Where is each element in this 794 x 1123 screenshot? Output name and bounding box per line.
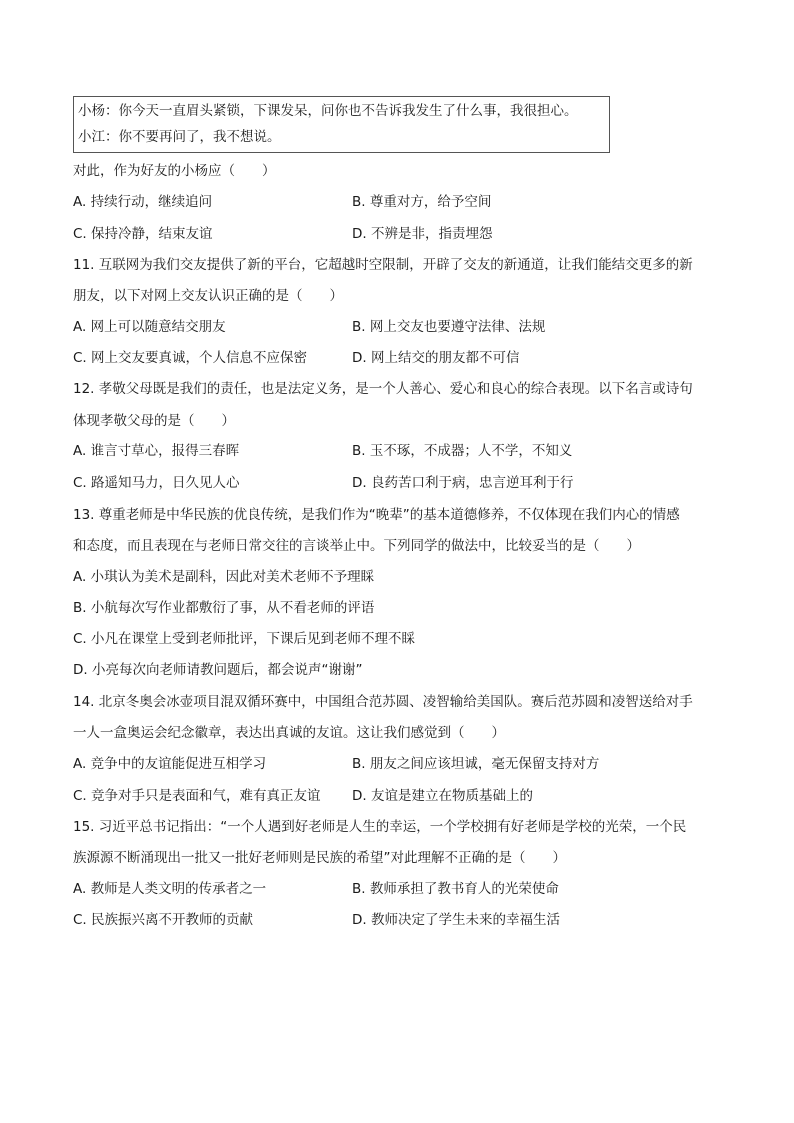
q15-option-d: D. 教师决定了学生未来的幸福生活 — [352, 912, 560, 928]
q12-stem-line2: 体现孝敬父母的是（ ） — [73, 413, 235, 429]
q13-option-b: B. 小航每次写作业都敷衍了事，从不看老师的评语 — [73, 600, 375, 616]
q12-option-c: C. 路遥知马力，日久见人心 — [73, 475, 240, 491]
q11-option-b: B. 网上交友也要遵守法律、法规 — [352, 319, 546, 335]
q14-option-b: B. 朋友之间应该坦诚，毫无保留支持对方 — [352, 756, 600, 772]
q15-stem-line2: 族源源不断涌现出一批又一批好老师则是民族的希望”对此理解不正确的是（ ） — [73, 850, 566, 866]
q10-option-c: C. 保持冷静，结束友谊 — [73, 226, 213, 242]
q11-stem-line2: 朋友，以下对网上交友认识正确的是（ ） — [73, 288, 343, 304]
q13-option-a: A. 小琪认为美术是副科，因此对美术老师不予理睬 — [73, 569, 375, 585]
q10-stem: 对此，作为好友的小杨应（ ） — [73, 163, 276, 179]
q12-option-a: A. 谁言寸草心，报得三春晖 — [73, 443, 240, 459]
q15-stem-line1: 15. 习近平总书记指出：“一个人遇到好老师是人生的幸运，一个学校拥有好老师是学校的光荣，一个民 — [73, 819, 687, 835]
q14-option-c: C. 竞争对手只是表面和气，难有真正友谊 — [73, 788, 321, 804]
q11-option-d: D. 网上结交的朋友都不可信 — [352, 350, 520, 366]
q14-option-d: D. 友谊是建立在物质基础上的 — [352, 788, 533, 804]
q15-option-c: C. 民族振兴离不开教师的贡献 — [73, 912, 254, 928]
q13-option-c: C. 小凡在课堂上受到老师批评，下课后见到老师不理不睬 — [73, 631, 416, 647]
q14-option-a: A. 竞争中的友谊能促进互相学习 — [73, 756, 267, 772]
dialog-box — [73, 96, 610, 153]
q13-stem-line2: 和态度，而且表现在与老师日常交往的言谈举止中。下列同学的做法中，比较妥当的是（ ） — [73, 538, 640, 554]
q13-option-d: D. 小亮每次向老师请教问题后，都会说声“谢谢” — [73, 662, 363, 678]
q11-option-c: C. 网上交友要真诚，个人信息不应保密 — [73, 350, 308, 366]
q14-stem-line1: 14. 北京冬奥会冰壶项目混双循环赛中，中国组合范苏圆、凌智输给美国队。赛后范苏圆和凌智送给对手 — [73, 694, 693, 710]
q10-option-d: D. 不辨是非，指责埋怨 — [352, 226, 493, 242]
q12-option-b: B. 玉不琢，不成器；人不学，不知义 — [352, 443, 573, 459]
q12-option-d: D. 良药苦口利于病，忠言逆耳利于行 — [352, 475, 574, 491]
q14-stem-line2: 一人一盒奥运会纪念徽章，表达出真诚的友谊。这让我们感觉到（ ） — [73, 725, 505, 741]
q15-option-a: A. 教师是人类文明的传承者之一 — [73, 881, 267, 897]
q15-option-b: B. 教师承担了教书育人的光荣使命 — [352, 881, 559, 897]
q10-option-b: B. 尊重对方，给予空间 — [352, 194, 492, 210]
q12-stem-line1: 12. 孝敬父母既是我们的责任，也是法定义务，是一个人善心、爱心和良心的综合表现。以下名言或诗句 — [73, 381, 693, 397]
dialog-line-xiaoyang: 小杨：你今天一直眉头紧锁，下课发呆，问你也不告诉我发生了什么事，我很担心。 — [78, 103, 578, 119]
q10-option-a: A. 持续行动，继续追问 — [73, 194, 213, 210]
q13-stem-line1: 13. 尊重老师是中华民族的优良传统，是我们作为“晚辈”的基本道德修养，不仅体现在我们内心的情感 — [73, 507, 680, 523]
dialog-line-xiaojiang: 小江：你不要再问了，我不想说。 — [78, 129, 281, 145]
q11-option-a: A. 网上可以随意结交朋友 — [73, 319, 226, 335]
q11-stem-line1: 11. 互联网为我们交友提供了新的平台，它超越时空限制，开辟了交友的新通道，让我们能结交更多的新 — [73, 257, 693, 273]
